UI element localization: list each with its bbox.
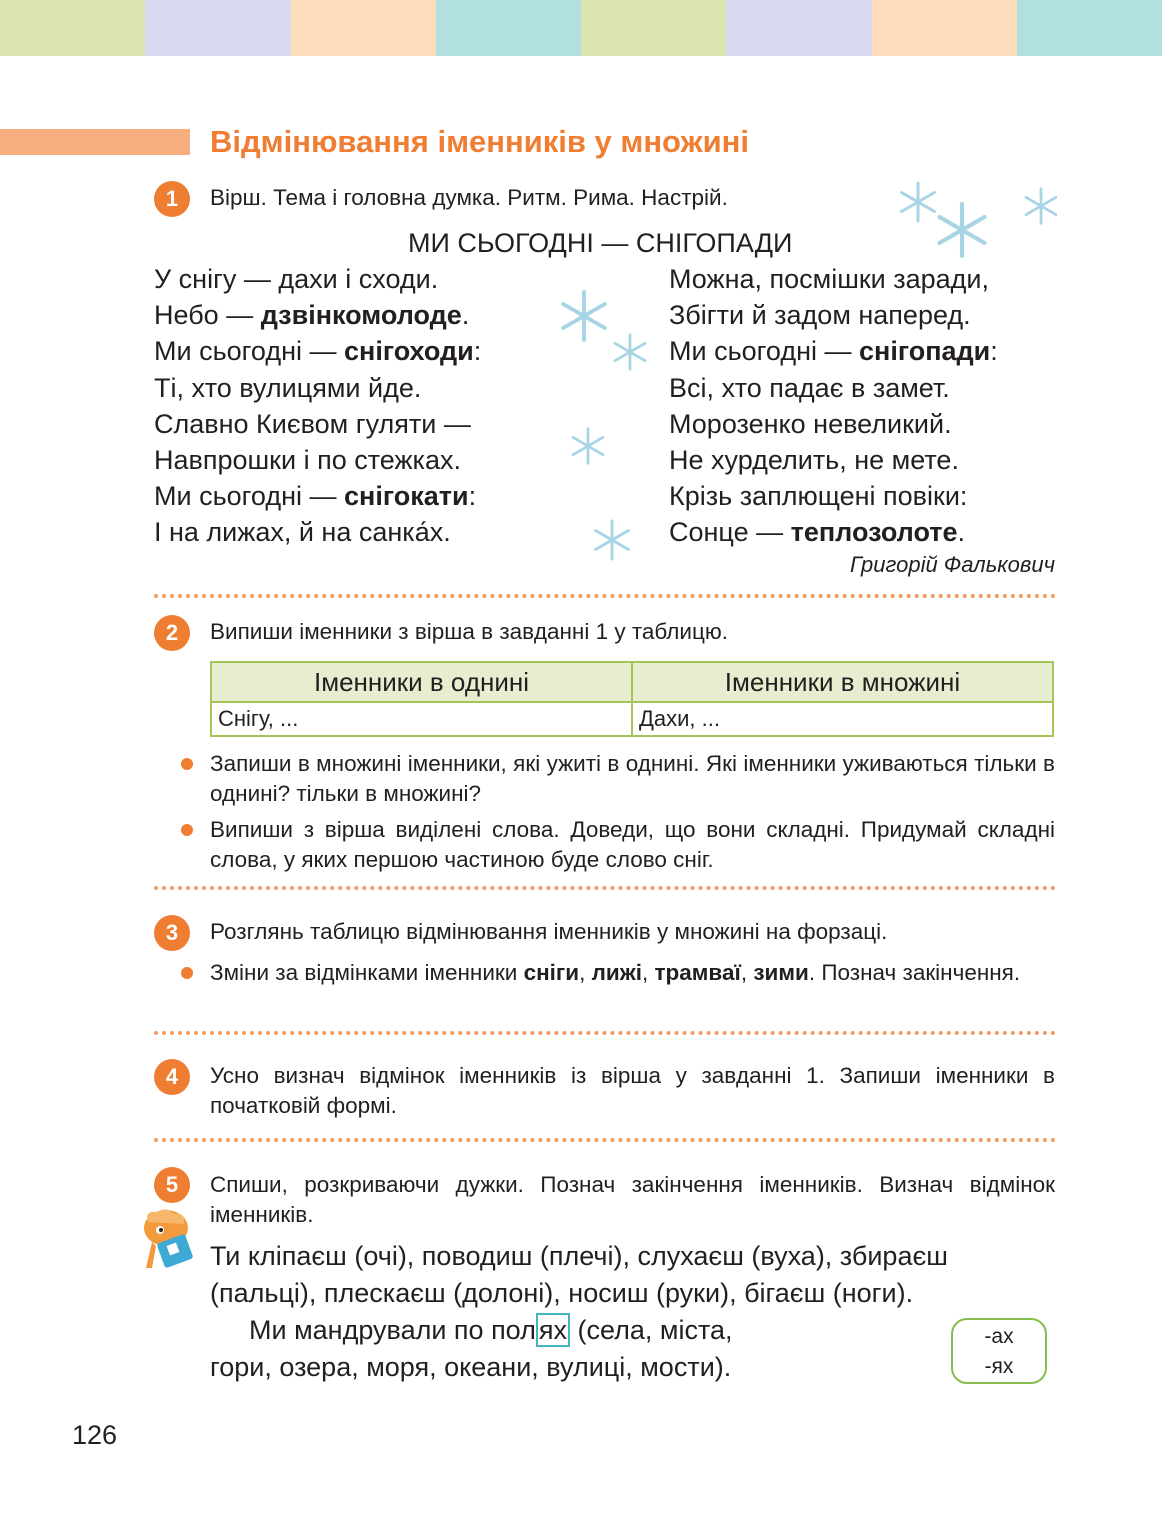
- bullet-icon: [181, 967, 193, 979]
- poem-line: Крізь заплющені повіки:: [669, 481, 968, 512]
- page-title: Відмінювання іменників у множині: [210, 124, 749, 159]
- poem-line: Не хурделить, не мете.: [669, 444, 959, 475]
- exercise-line-4: гори, озера, моря, океани, вулиці, мости).: [210, 1352, 732, 1382]
- dotted-divider: [154, 886, 1056, 890]
- dotted-divider: [154, 594, 1056, 598]
- task-number-4: 4: [154, 1059, 190, 1095]
- poem-line: Збігти й задом наперед.: [669, 300, 971, 331]
- poem-author: Григорій Фалькович: [850, 552, 1055, 577]
- exercise-line-2: (пальці), плескаєш (долоні), носиш (руки), бігаєш (ноги).: [210, 1278, 914, 1308]
- poem-line: У снігу — дахи і сходи.: [154, 264, 439, 294]
- task-number-2: 2: [154, 615, 190, 651]
- task-number-3: 3: [154, 915, 190, 951]
- task-4-instruction: Усно визнач відмінок іменників із вірша у завданні 1. Запиши іменники в початковій формі.: [210, 1063, 1055, 1118]
- mascot-pencil-icon: [138, 1208, 202, 1274]
- table-header-singular: Іменники в однині: [211, 662, 632, 702]
- snowflake-icon: [568, 426, 608, 466]
- poem-line: І на лижах, й на санка́х.: [154, 517, 451, 548]
- snowflake-icon: [590, 518, 634, 562]
- ending-label: -ях: [984, 1355, 1014, 1378]
- exercise-line-1: Ти кліпаєш (очі), поводиш (плечі), слухаєш (вуха), збираєш: [210, 1241, 948, 1271]
- poem-line: Ті, хто вулицями йде.: [154, 372, 422, 403]
- task-2-bullet-2: Випиши з вірша виділені слова. Доведи, що вони складні. Придумай складні слова, у яких першою частиною буде слово сніг.: [210, 817, 1055, 872]
- stripe: [291, 0, 436, 56]
- snowflake-icon: [1021, 186, 1061, 226]
- task-3-bullet: Зміни за відмінками іменники сніги, лижі, трамваї, зими. Познач закінчення.: [210, 960, 1021, 985]
- bullet-icon: [181, 758, 193, 770]
- table-header-plural: Іменники в множині: [632, 662, 1053, 702]
- poem-line: Славно Києвом гуляти —: [154, 408, 471, 439]
- exercise-line-3: Ми мандрували по пол ях (села, міста,: [249, 1315, 733, 1345]
- task-2-bullet-1: Запиши в множині іменники, які ужиті в однині. Які іменники уживаються тільки в однині? тільки в множині?: [210, 751, 1055, 806]
- poem-line: Небо — дзвінкомолоде.: [154, 300, 470, 331]
- poem-line: Ми сьогодні — снігоходи:: [154, 336, 482, 367]
- table-header-row: [211, 662, 1053, 702]
- task-number-1: 1: [154, 181, 190, 217]
- endings-hint-box: [951, 1318, 1047, 1384]
- stripe: [726, 0, 871, 56]
- bullet-icon: [181, 824, 193, 836]
- snowflake-icon: [932, 200, 992, 260]
- poem-line: Можна, посмішки заради,: [669, 264, 990, 294]
- stripe: [0, 0, 145, 56]
- task-2-instruction: Випиши іменники з вірша в завданні 1 у таблицю.: [210, 619, 729, 644]
- stripe: [872, 0, 1017, 56]
- task-5-instruction: Спиши, розкриваючи дужки. Познач закінчення іменників. Визнач відмінок іменників.: [210, 1172, 1055, 1227]
- table-cell-singular: Снігу, ...: [211, 702, 632, 736]
- top-color-stripes: [0, 0, 1162, 56]
- stripe: [1017, 0, 1162, 56]
- ending-highlight-box: ях: [536, 1313, 570, 1347]
- poem-line: Всі, хто падає в замет.: [669, 372, 950, 403]
- poem-left-column: [154, 261, 481, 551]
- title-accent-bar: [0, 129, 190, 155]
- poem-right-column: [669, 261, 998, 551]
- task-1-instruction: Вірш. Тема і головна думка. Ритм. Рима. Настрій.: [210, 185, 728, 210]
- nouns-table: [210, 661, 1054, 737]
- page-number: 126: [72, 1420, 118, 1450]
- stripe: [581, 0, 726, 56]
- poem-line: Навпрошки і по стежках.: [154, 444, 461, 475]
- stripe: [436, 0, 581, 56]
- task-number-5: 5: [154, 1167, 190, 1203]
- poem-line: Сонце — теплозолоте.: [669, 517, 966, 548]
- poem-line: Ми сьогодні — снігокати:: [154, 481, 477, 512]
- task-3-instruction: Розглянь таблицю відмінювання іменників у множині на форзаці.: [210, 919, 888, 944]
- dotted-divider: [154, 1031, 1056, 1035]
- poem-line: Морозенко невеликий.: [669, 408, 952, 439]
- ending-label: -ах: [984, 1325, 1014, 1348]
- snowflake-icon: [556, 288, 612, 344]
- poem-title: МИ СЬОГОДНІ — СНІГОПАДИ: [408, 228, 793, 258]
- poem-line: Ми сьогодні — снігопади:: [669, 336, 998, 367]
- table-row: [211, 702, 1053, 736]
- table-cell-plural: Дахи, ...: [632, 702, 1053, 736]
- stripe: [145, 0, 290, 56]
- snowflake-icon: [610, 332, 650, 372]
- dotted-divider: [154, 1138, 1056, 1142]
